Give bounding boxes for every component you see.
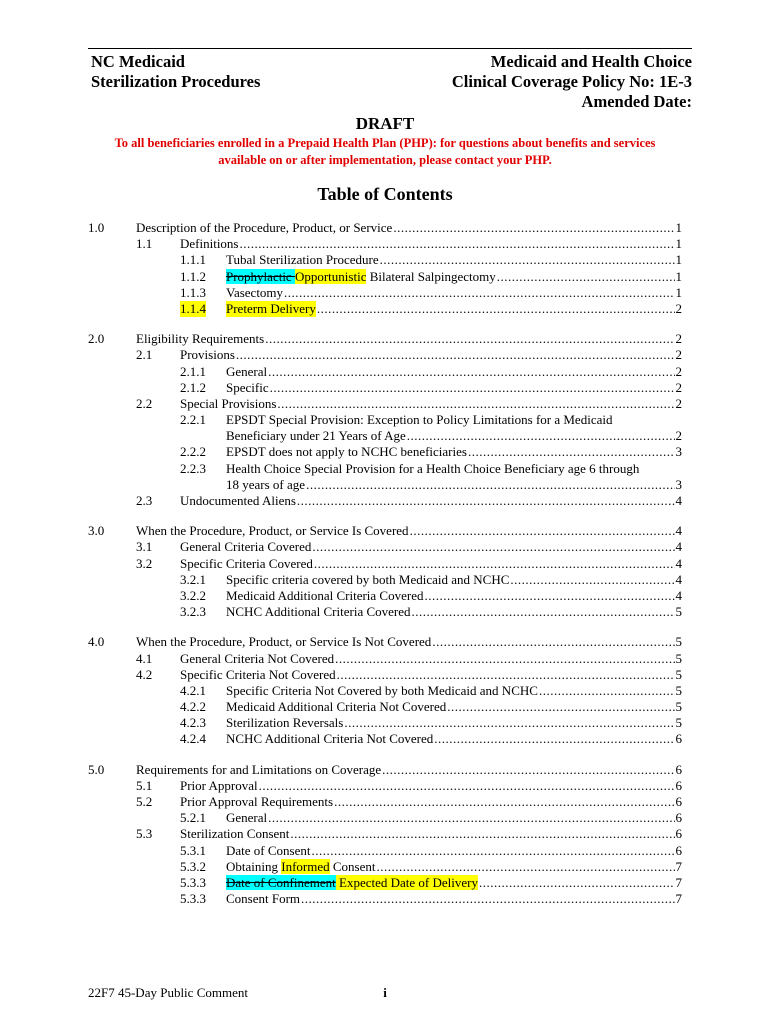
toc-entry[interactable] xyxy=(88,731,682,747)
toc-entry-number: 5.3.1 xyxy=(180,842,206,858)
toc-entry[interactable] xyxy=(88,236,682,252)
toc-entry-page: 6 xyxy=(675,794,682,809)
toc-entry[interactable] xyxy=(88,285,682,301)
toc-leader-dots xyxy=(311,843,674,859)
toc-entry[interactable] xyxy=(88,651,682,667)
toc-entry-number: 4.2.4 xyxy=(180,731,206,747)
toc-entry-page: 6 xyxy=(675,842,682,858)
footer-version: 22F7 45-Day Public Comment xyxy=(88,985,248,1000)
toc-entry-number: 5.0 xyxy=(88,761,105,777)
toc-leader-dots xyxy=(479,875,675,891)
toc-entry-page: 4 xyxy=(675,493,682,508)
toc-entry[interactable] xyxy=(88,875,682,891)
toc-entry-title: Requirements for and Limitations on Coverage xyxy=(136,761,382,777)
toc-entry-page: 5 xyxy=(675,604,682,620)
toc-entry-number: 2.0 xyxy=(88,331,105,347)
toc-leader-dots xyxy=(301,891,674,907)
toc-entry-page: 6 xyxy=(675,777,682,793)
toc-entry-title-pre: Obtaining xyxy=(226,858,282,874)
toc-entry-title: Sterilization Reversals xyxy=(226,715,344,731)
toc-entry-title-post: Consent xyxy=(329,858,376,874)
toc-entry-page: 5 xyxy=(675,682,682,698)
toc-leader-dots xyxy=(380,252,675,268)
toc-entry[interactable] xyxy=(88,331,682,347)
toc-entry[interactable] xyxy=(88,826,682,842)
toc-entry-page: 1 xyxy=(675,268,682,284)
toc-entry-number: 5.3.3 xyxy=(180,874,206,890)
header-left xyxy=(91,52,260,92)
toc-leader-dots xyxy=(539,683,675,699)
toc-leader-dots xyxy=(290,826,674,842)
toc-title: Table of Contents xyxy=(317,184,453,204)
toc-entry-title: General xyxy=(226,810,268,826)
toc-leader-dots xyxy=(510,572,674,588)
toc-entry-page: 5 xyxy=(675,666,682,682)
toc-entry[interactable] xyxy=(88,412,682,428)
toc-entry[interactable] xyxy=(88,396,682,412)
toc-entry-title: NCHC Additional Criteria Not Covered xyxy=(226,731,434,747)
toc-entry-title: Medicaid Additional Criteria Not Covered xyxy=(226,699,447,715)
toc-entry-title: Prior Approval xyxy=(180,777,258,793)
toc-entry-number: 4.2.1 xyxy=(180,682,206,698)
toc-leader-dots xyxy=(337,667,675,683)
toc-entry-page: 2 xyxy=(675,428,682,444)
toc-entry-number: 2.2.3 xyxy=(180,460,206,476)
toc-entry-number: 1.1 xyxy=(136,236,153,252)
toc-entry-title: Tubal Sterilization Procedure xyxy=(226,252,379,268)
toc-entry-page: 7 xyxy=(675,858,682,874)
toc-entry[interactable] xyxy=(88,794,682,810)
toc-entry-page: 6 xyxy=(675,826,682,842)
footer-page-number: i xyxy=(383,985,387,1000)
toc-entry-title-rest: Bilateral Salpingectomy xyxy=(366,268,496,284)
page-header xyxy=(88,48,692,111)
toc-entry-title: EPSDT Special Provision: Exception to Policy Limitations for a Medicaid xyxy=(226,412,613,428)
toc-entry[interactable] xyxy=(88,572,682,588)
toc-entry[interactable] xyxy=(88,252,682,268)
toc-leader-dots xyxy=(468,444,675,460)
toc-entry[interactable] xyxy=(88,810,682,826)
toc-leader-dots xyxy=(424,588,674,604)
toc-entry-title: Specific xyxy=(226,379,269,395)
toc-leader-dots xyxy=(412,604,675,620)
toc-entry-title: Definitions xyxy=(180,236,239,252)
toc-leader-dots xyxy=(268,810,674,826)
toc-entry-title: Specific Criteria Not Covered xyxy=(180,666,336,682)
toc-entry-title xyxy=(226,859,376,875)
toc-entry[interactable] xyxy=(88,891,682,907)
toc-entry[interactable] xyxy=(88,667,682,683)
toc-entry-number: 1.1.2 xyxy=(180,268,206,284)
toc-entry-title: Undocumented Aliens xyxy=(180,493,296,508)
inserted-text: Informed xyxy=(281,858,330,874)
toc-entry-number: 2.1 xyxy=(136,347,153,363)
toc-entry-page: 1 xyxy=(675,236,682,252)
inserted-text: Opportunistic xyxy=(294,268,367,284)
toc-entry-number: 4.0 xyxy=(88,634,105,650)
toc-leader-dots xyxy=(447,699,674,715)
toc-entry-title: Medicaid Additional Criteria Covered xyxy=(226,587,424,603)
toc-entry-page: 3 xyxy=(675,444,682,460)
toc-entry-page: 6 xyxy=(675,731,682,747)
table-of-contents xyxy=(88,220,682,907)
toc-entry-number: 3.2.1 xyxy=(180,571,206,587)
toc-entry-title: Special Provisions xyxy=(180,395,277,411)
toc-entry-number: 5.1 xyxy=(136,777,153,793)
toc-entry-page: 4 xyxy=(675,555,682,571)
toc-leader-dots xyxy=(317,301,675,317)
toc-entry-page: 4 xyxy=(675,523,682,539)
toc-entry[interactable] xyxy=(88,364,682,380)
toc-entry[interactable] xyxy=(88,269,682,285)
toc-entry-number: 2.2 xyxy=(136,395,153,411)
toc-entry[interactable] xyxy=(88,444,682,460)
toc-entry[interactable] xyxy=(88,683,682,699)
toc-entry-page: 2 xyxy=(675,379,682,395)
header-right xyxy=(452,52,692,112)
toc-entry-title: Health Choice Special Provision for a Health Choice Beneficiary age 6 through xyxy=(226,460,640,476)
toc-leader-dots xyxy=(312,539,674,555)
toc-entry-number: 5.3 xyxy=(136,826,153,842)
toc-entry[interactable] xyxy=(88,301,682,317)
toc-entry-number: 4.2 xyxy=(136,666,153,682)
toc-entry-page: 1 xyxy=(675,252,682,268)
header-policy-number: Clinical Coverage Policy No: 1E-3 xyxy=(451,72,692,91)
toc-entry-number: 2.3 xyxy=(136,493,153,508)
toc-entry-title: Provisions xyxy=(180,347,235,363)
toc-leader-dots xyxy=(382,762,674,778)
toc-leader-dots xyxy=(432,634,674,650)
toc-entry-number: 3.2.2 xyxy=(180,587,206,603)
draft-label: DRAFT xyxy=(355,114,415,133)
toc-entry[interactable] xyxy=(88,493,682,509)
toc-leader-dots xyxy=(377,859,675,875)
toc-entry-number: 4.2.3 xyxy=(180,715,206,731)
toc-entry-page: 4 xyxy=(675,587,682,603)
toc-entry-page: 2 xyxy=(675,331,682,347)
toc-leader-dots xyxy=(334,794,674,810)
toc-entry-number: 2.1.2 xyxy=(180,379,206,395)
toc-leader-dots xyxy=(259,778,675,794)
toc-leader-dots xyxy=(236,347,675,363)
toc-entry-continuation[interactable] xyxy=(88,428,682,444)
toc-entry-page: 5 xyxy=(675,699,682,715)
toc-entry[interactable] xyxy=(88,380,682,396)
toc-entry-page: 2 xyxy=(675,300,682,316)
toc-entry[interactable] xyxy=(88,220,682,236)
toc-entry-number: 3.2 xyxy=(136,555,153,571)
toc-entry[interactable] xyxy=(88,539,682,555)
toc-entry-number: 4.1 xyxy=(136,650,153,666)
toc-entry-title: Specific Criteria Covered xyxy=(180,555,313,571)
toc-entry-page: 1 xyxy=(675,284,682,300)
toc-entry[interactable] xyxy=(88,762,682,778)
toc-entry-title: Specific criteria covered by both Medicaid and NCHC xyxy=(226,571,510,587)
toc-entry-number: 5.3.2 xyxy=(180,858,206,874)
toc-entry-number: 2.1.1 xyxy=(180,363,206,379)
toc-leader-dots xyxy=(268,364,674,380)
toc-leader-dots xyxy=(284,285,674,301)
toc-entry-number: 5.2 xyxy=(136,794,153,809)
toc-entry-page: 5 xyxy=(675,650,682,666)
toc-entry-title: Specific Criteria Not Covered by both Medicaid and NCHC xyxy=(226,682,538,698)
toc-entry-page: 2 xyxy=(675,347,682,363)
toc-leader-dots xyxy=(277,396,674,412)
toc-entry-title: General Criteria Not Covered xyxy=(180,650,335,666)
toc-entry-title: Consent Form xyxy=(226,891,301,907)
toc-entry[interactable] xyxy=(88,461,682,477)
toc-entry-page: 6 xyxy=(675,810,682,826)
toc-entry-page: 1 xyxy=(675,220,682,235)
toc-entry-number: 1.1.1 xyxy=(180,252,206,268)
toc-entry-title: Date of Consent xyxy=(226,842,311,858)
toc-entry-number: 2.2.2 xyxy=(180,444,206,460)
toc-entry-title: General Criteria Covered xyxy=(180,539,312,555)
toc-entry-title xyxy=(226,269,496,285)
toc-entry-number: 4.2.2 xyxy=(180,699,206,715)
toc-entry[interactable] xyxy=(88,699,682,715)
toc-entry-title: Preterm Delivery xyxy=(226,300,316,316)
header-plan: Medicaid and Health Choice xyxy=(490,52,692,71)
toc-leader-dots xyxy=(297,493,675,509)
deleted-text: Prophylactic xyxy=(226,268,295,284)
toc-entry-title: Description of the Procedure, Product, or Service xyxy=(136,220,393,235)
toc-entry[interactable] xyxy=(88,634,682,650)
toc-entry-title: EPSDT does not apply to NCHC beneficiaries xyxy=(226,444,467,460)
toc-entry-title: Beneficiary under 21 Years of Age xyxy=(226,428,406,444)
toc-leader-dots xyxy=(306,477,674,493)
toc-entry-title: Prior Approval Requirements xyxy=(180,794,334,809)
toc-leader-dots xyxy=(393,220,674,236)
toc-entry-page: 7 xyxy=(675,874,682,890)
toc-entry-page: 7 xyxy=(675,891,682,907)
toc-entry-title: Sterilization Consent xyxy=(180,826,290,842)
toc-entry[interactable] xyxy=(88,843,682,859)
toc-entry-title: General xyxy=(226,363,268,379)
toc-entry-title: When the Procedure, Product, or Service Is Not Covered xyxy=(136,634,432,650)
toc-entry[interactable] xyxy=(88,588,682,604)
toc-entry[interactable] xyxy=(88,556,682,572)
toc-entry-continuation[interactable] xyxy=(88,477,682,493)
toc-entry-title: Eligibility Requirements xyxy=(136,331,265,347)
toc-leader-dots xyxy=(434,731,674,747)
toc-entry-page: 6 xyxy=(675,761,682,777)
toc-entry-number: 5.3.3 xyxy=(180,891,206,907)
deleted-text: Date of Confinement xyxy=(226,874,336,890)
toc-leader-dots xyxy=(407,428,675,444)
header-program: NC Medicaid xyxy=(91,52,185,71)
toc-leader-dots xyxy=(497,269,675,285)
toc-entry-number: 1.1.4 xyxy=(180,300,206,316)
toc-entry-number: 3.1 xyxy=(136,539,153,555)
toc-entry-number: 1.0 xyxy=(88,220,105,235)
header-amended-date: Amended Date: xyxy=(581,92,692,111)
toc-entry-number: 3.2.3 xyxy=(180,604,206,620)
toc-entry-number: 2.2.1 xyxy=(180,412,206,428)
toc-entry-title: Vasectomy xyxy=(226,284,284,300)
toc-entry-title: 18 years of age xyxy=(226,476,306,492)
toc-leader-dots xyxy=(335,651,674,667)
toc-entry-number: 5.2.1 xyxy=(180,810,206,826)
toc-entry-page: 4 xyxy=(675,571,682,587)
toc-entry-page: 5 xyxy=(675,715,682,731)
toc-leader-dots xyxy=(270,380,675,396)
toc-entry[interactable] xyxy=(88,347,682,363)
toc-leader-dots xyxy=(410,523,675,539)
header-policy-name: Sterilization Procedures xyxy=(91,72,261,91)
toc-entry[interactable] xyxy=(88,715,682,731)
toc-entry-title: NCHC Additional Criteria Covered xyxy=(226,604,411,620)
toc-entry-title: When the Procedure, Product, or Service Is Covered xyxy=(136,523,409,539)
toc-entry[interactable] xyxy=(88,604,682,620)
toc-leader-dots xyxy=(240,236,675,252)
toc-leader-dots xyxy=(265,331,674,347)
toc-entry-page: 5 xyxy=(675,634,682,650)
toc-entry[interactable] xyxy=(88,778,682,794)
php-notice: To all beneficiaries enrolled in a Prepaid Health Plan (PHP): for questions about benefits and services available on or after implementation, please contact your PHP. xyxy=(114,136,656,167)
toc-leader-dots xyxy=(344,715,674,731)
toc-entry[interactable] xyxy=(88,523,682,539)
toc-entry-page: 2 xyxy=(675,363,682,379)
toc-entry-page: 4 xyxy=(675,539,682,555)
toc-entry-page: 2 xyxy=(675,395,682,411)
toc-entry-page: 3 xyxy=(675,476,682,492)
toc-entry-number: 3.0 xyxy=(88,523,105,539)
toc-entry-number: 1.1.3 xyxy=(180,284,206,300)
toc-leader-dots xyxy=(314,556,675,572)
toc-entry[interactable] xyxy=(88,859,682,875)
toc-entry-title xyxy=(226,875,478,891)
inserted-text: Expected Date of Delivery xyxy=(335,874,478,890)
